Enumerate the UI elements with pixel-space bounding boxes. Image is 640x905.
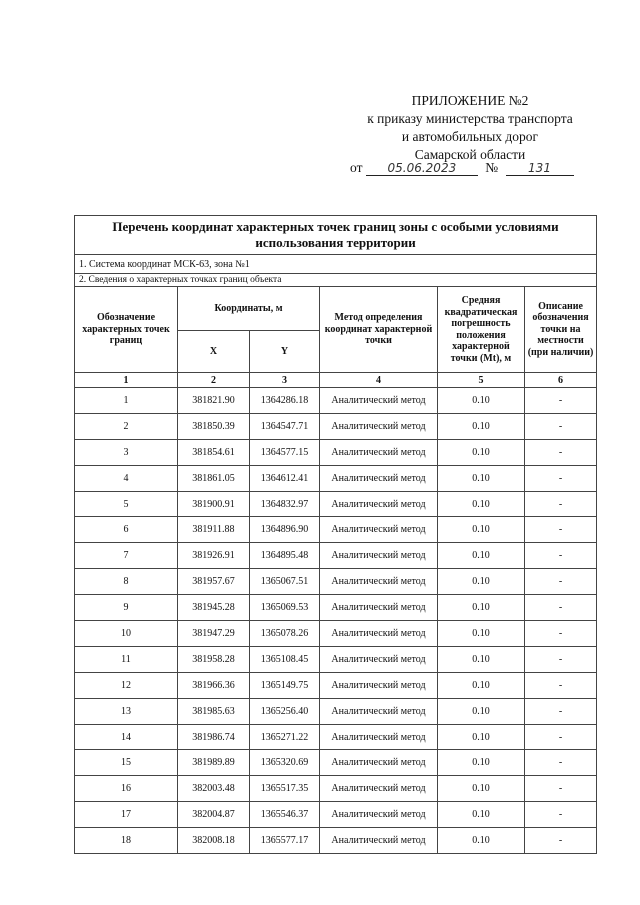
description-cell: - [525,413,597,439]
point-number-cell: 3 [75,439,178,465]
table-row [75,543,597,569]
x-coordinate-cell: 381985.63 [178,698,250,724]
table-row [75,724,597,750]
y-coordinate-cell: 1365271.22 [250,724,320,750]
table-title: Перечень координат характерных точек границ зоны с особыми условиями использования территории [75,216,597,255]
method-cell: Аналитический метод [320,802,438,828]
method-cell: Аналитический метод [320,750,438,776]
coordinates-table [74,215,597,854]
point-number-cell: 9 [75,595,178,621]
coord-system-row: 1. Система координат МСК-63, зона №1 [75,255,597,274]
y-coordinate-cell: 1365517.35 [250,776,320,802]
method-cell: Аналитический метод [320,388,438,414]
x-coordinate-cell: 381986.74 [178,724,250,750]
error-cell: 0.10 [438,646,525,672]
description-cell: - [525,491,597,517]
table-row [75,621,597,647]
y-coordinate-cell: 1364896.90 [250,517,320,543]
x-coordinate-cell: 381850.39 [178,413,250,439]
column-number: 6 [525,373,597,388]
y-coordinate-cell: 1365320.69 [250,750,320,776]
y-coordinate-cell: 1365546.37 [250,802,320,828]
y-coordinate-cell: 1365078.26 [250,621,320,647]
table-row [75,750,597,776]
points-info-row: 2. Сведения о характерных точках границ объекта [75,274,597,287]
y-coordinate-cell: 1364286.18 [250,388,320,414]
y-coordinate-cell: 1364577.15 [250,439,320,465]
table-row [75,517,597,543]
description-cell: - [525,621,597,647]
description-cell: - [525,465,597,491]
method-cell: Аналитический метод [320,517,438,543]
description-cell: - [525,698,597,724]
y-coordinate-cell: 1365577.17 [250,828,320,854]
y-coordinate-cell: 1364832.97 [250,491,320,517]
description-cell: - [525,776,597,802]
description-cell: - [525,672,597,698]
error-cell: 0.10 [438,724,525,750]
method-cell: Аналитический метод [320,776,438,802]
error-cell: 0.10 [438,698,525,724]
description-cell: - [525,724,597,750]
method-cell: Аналитический метод [320,724,438,750]
column-number: 4 [320,373,438,388]
order-date-value: 05.06.2023 [366,161,478,176]
table-row [75,569,597,595]
x-coordinate-cell: 381966.36 [178,672,250,698]
error-cell: 0.10 [438,672,525,698]
description-cell: - [525,517,597,543]
point-number-cell: 13 [75,698,178,724]
x-coordinate-cell: 381900.91 [178,491,250,517]
order-number-value: 131 [506,161,574,176]
order-date-line [350,160,590,176]
error-cell: 0.10 [438,439,525,465]
table-row [75,802,597,828]
point-number-cell: 10 [75,621,178,647]
table-row [75,776,597,802]
x-coordinate-cell: 381854.61 [178,439,250,465]
table-row [75,413,597,439]
y-coordinate-cell: 1364612.41 [250,465,320,491]
x-coordinate-cell: 381821.90 [178,388,250,414]
method-cell: Аналитический метод [320,465,438,491]
error-cell: 0.10 [438,776,525,802]
error-cell: 0.10 [438,413,525,439]
date-label: от [350,160,363,175]
description-cell: - [525,750,597,776]
table-row [75,388,597,414]
error-cell: 0.10 [438,828,525,854]
method-cell: Аналитический метод [320,491,438,517]
error-cell: 0.10 [438,750,525,776]
y-coordinate-cell: 1365149.75 [250,672,320,698]
description-cell: - [525,543,597,569]
error-cell: 0.10 [438,595,525,621]
order-roads-line: и автомобильных дорог [401,129,539,144]
error-cell: 0.10 [438,543,525,569]
point-number-cell: 16 [75,776,178,802]
column-numbers-row [75,373,597,388]
method-cell: Аналитический метод [320,828,438,854]
error-cell: 0.10 [438,802,525,828]
column-number: 5 [438,373,525,388]
table-row [75,465,597,491]
y-coordinate-cell: 1364547.71 [250,413,320,439]
point-number-cell: 7 [75,543,178,569]
y-coordinate-cell: 1365256.40 [250,698,320,724]
method-cell: Аналитический метод [320,595,438,621]
header-point: Обозначение характерных точек границ [75,287,178,373]
table-row [75,439,597,465]
table-row [75,595,597,621]
error-cell: 0.10 [438,569,525,595]
header-method: Метод определения координат характерной точки [320,287,438,373]
description-cell: - [525,439,597,465]
point-number-cell: 17 [75,802,178,828]
point-number-cell: 5 [75,491,178,517]
y-coordinate-cell: 1365108.45 [250,646,320,672]
point-number-cell: 1 [75,388,178,414]
column-number: 1 [75,373,178,388]
point-number-cell: 8 [75,569,178,595]
appendix-title: ПРИЛОЖЕНИЕ №2 [411,93,529,108]
point-number-cell: 4 [75,465,178,491]
point-number-cell: 14 [75,724,178,750]
x-coordinate-cell: 382003.48 [178,776,250,802]
header-x: X [178,331,250,373]
point-number-cell: 18 [75,828,178,854]
description-cell: - [525,802,597,828]
x-coordinate-cell: 381989.89 [178,750,250,776]
y-coordinate-cell: 1364895.48 [250,543,320,569]
error-cell: 0.10 [438,465,525,491]
point-number-cell: 11 [75,646,178,672]
table-row [75,672,597,698]
x-coordinate-cell: 381957.67 [178,569,250,595]
error-cell: 0.10 [438,491,525,517]
x-coordinate-cell: 381958.28 [178,646,250,672]
header-coords: Координаты, м [178,287,320,331]
x-coordinate-cell: 382008.18 [178,828,250,854]
column-number: 3 [250,373,320,388]
error-cell: 0.10 [438,621,525,647]
column-number: 2 [178,373,250,388]
table-row [75,646,597,672]
order-region-line: Самарской области [414,147,526,162]
method-cell: Аналитический метод [320,672,438,698]
order-ministry-line: к приказу министерства транспорта [367,111,573,126]
header-y: Y [250,331,320,373]
method-cell: Аналитический метод [320,646,438,672]
x-coordinate-cell: 381947.29 [178,621,250,647]
x-coordinate-cell: 381861.05 [178,465,250,491]
point-number-cell: 2 [75,413,178,439]
method-cell: Аналитический метод [320,698,438,724]
table-row [75,828,597,854]
method-cell: Аналитический метод [320,569,438,595]
point-number-cell: 15 [75,750,178,776]
method-cell: Аналитический метод [320,543,438,569]
x-coordinate-cell: 381926.91 [178,543,250,569]
table-row [75,698,597,724]
method-cell: Аналитический метод [320,621,438,647]
point-number-cell: 6 [75,517,178,543]
error-cell: 0.10 [438,517,525,543]
appendix-header [345,92,595,164]
description-cell: - [525,646,597,672]
y-coordinate-cell: 1365069.53 [250,595,320,621]
description-cell: - [525,388,597,414]
error-cell: 0.10 [438,388,525,414]
description-cell: - [525,595,597,621]
point-number-cell: 12 [75,672,178,698]
table-row [75,491,597,517]
number-label: № [485,160,499,175]
x-coordinate-cell: 382004.87 [178,802,250,828]
method-cell: Аналитический метод [320,413,438,439]
x-coordinate-cell: 381945.28 [178,595,250,621]
description-cell: - [525,569,597,595]
header-error: Средняя квадратическая погрешность положения характерной точки (Mt), м [438,287,525,373]
description-cell: - [525,828,597,854]
header-desc: Описание обозначения точки на местности (при наличии) [525,287,597,373]
y-coordinate-cell: 1365067.51 [250,569,320,595]
x-coordinate-cell: 381911.88 [178,517,250,543]
method-cell: Аналитический метод [320,439,438,465]
